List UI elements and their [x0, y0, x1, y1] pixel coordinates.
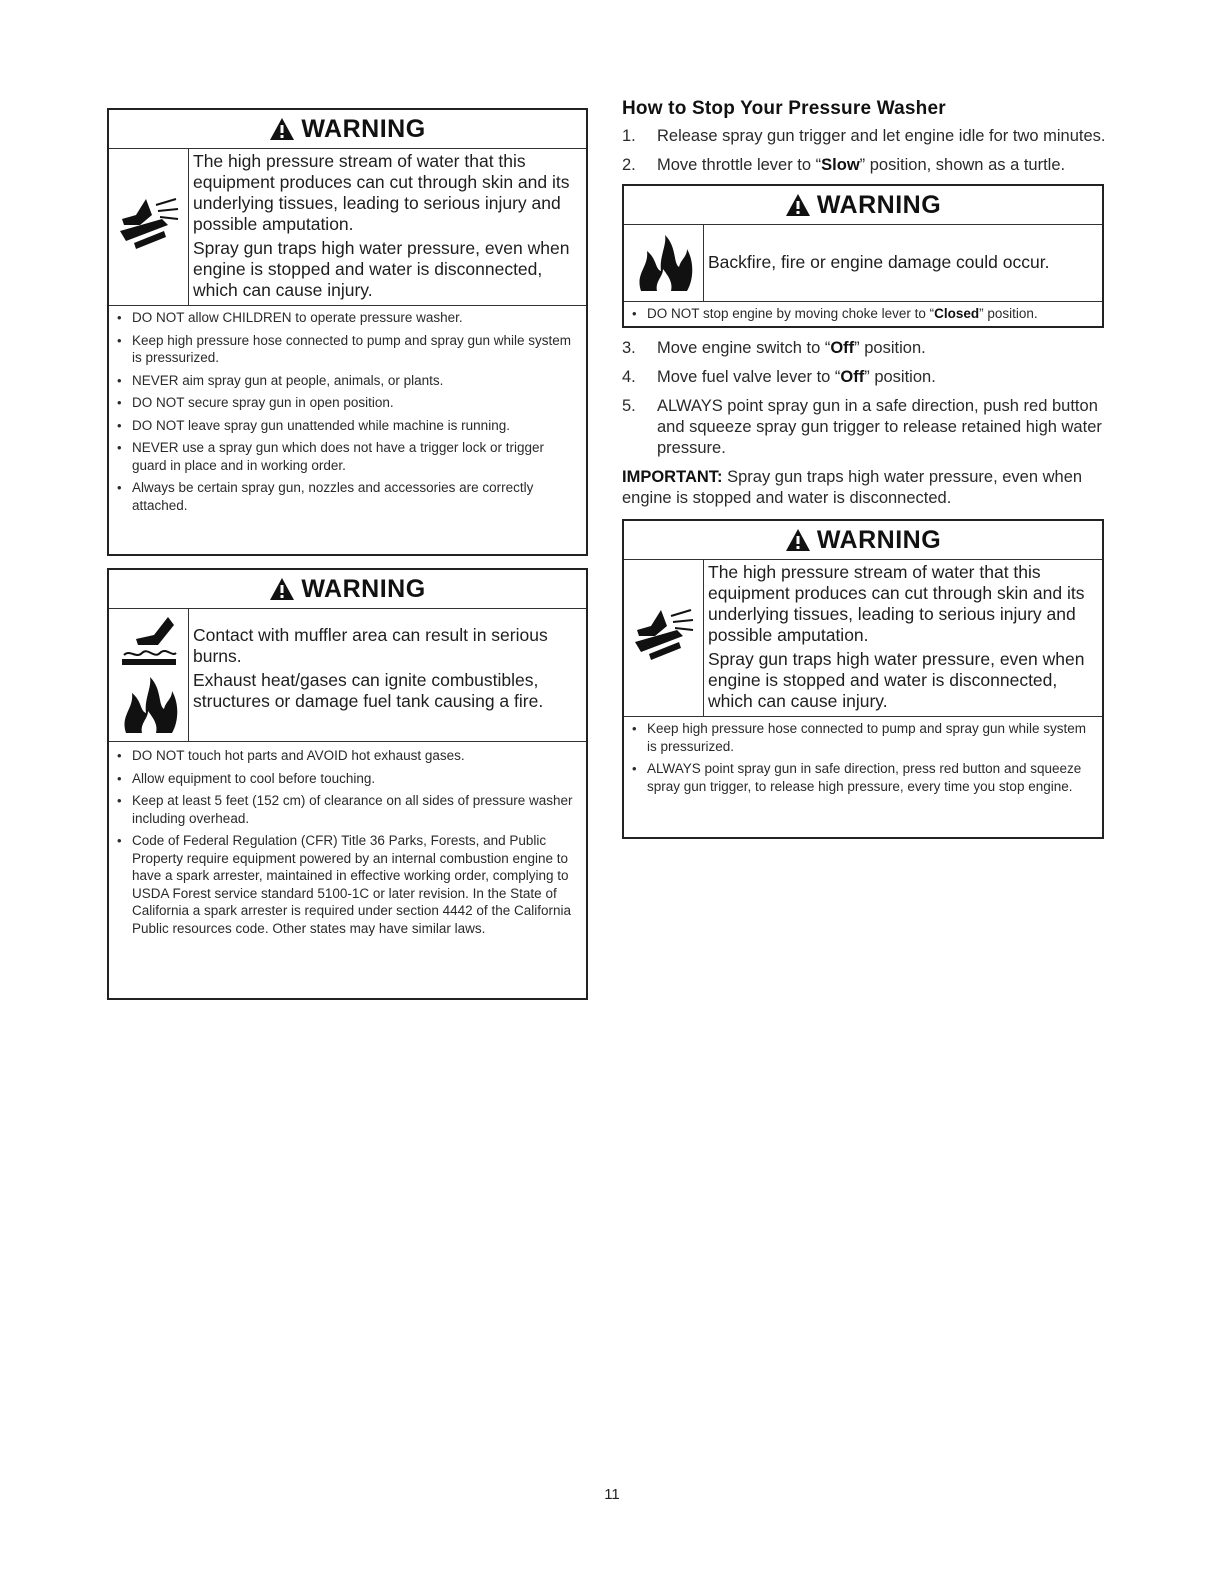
- spray-injection-hand-icon: [631, 606, 697, 670]
- hazard-icon-cell: [109, 149, 189, 305]
- steps-list: [622, 126, 1107, 176]
- list-item: • Allow equipment to cool before touching.: [115, 770, 578, 788]
- hazard-text: [704, 225, 1102, 301]
- important-note: [622, 467, 1107, 509]
- safety-bullet-list: [109, 306, 586, 520]
- warning-label: WARNING: [816, 190, 942, 219]
- list-item: • NEVER aim spray gun at people, animals, or plants.: [115, 372, 578, 390]
- list-item: [622, 367, 1107, 388]
- step-number: 2.: [622, 156, 636, 174]
- list-item: [630, 305, 1094, 323]
- warning-triangle-icon: [785, 193, 811, 217]
- list-item: [622, 396, 1107, 459]
- list-item: • Keep high pressure hose connected to pump and spray gun while system is pressurized.: [630, 720, 1094, 755]
- list-item: • DO NOT touch hot parts and AVOID hot exhaust gases.: [115, 747, 578, 765]
- safety-bullet-list: [624, 302, 1102, 329]
- step-number: 5.: [622, 397, 636, 415]
- section-title: How to Stop Your Pressure Washer: [622, 98, 946, 119]
- page-number: 11: [604, 1486, 620, 1503]
- warning-box-hot-muffler: [107, 568, 588, 1000]
- safety-bullet-list: [624, 717, 1102, 801]
- list-item: [622, 155, 1107, 176]
- step-emphasis: Slow: [821, 156, 860, 174]
- hazard-text: [189, 609, 586, 741]
- steps-list: [622, 338, 1107, 459]
- step-text: ” position, shown as a turtle.: [859, 156, 1066, 174]
- step-text: Release spray gun trigger and let engine idle for two minutes.: [657, 127, 1106, 145]
- warning-header: [109, 110, 586, 149]
- important-text: Spray gun traps high water pressure, even when engine is stopped and water is disconnected.: [622, 468, 1083, 507]
- hazard-paragraph: Spray gun traps high water pressure, even when engine is stopped and water is disconnected, which can cause injury.: [193, 238, 570, 300]
- list-item: • Always be certain spray gun, nozzles and accessories are correctly attached.: [115, 479, 578, 514]
- bullet-emphasis: Closed: [934, 306, 980, 321]
- list-item: • NEVER use a spray gun which does not have a trigger lock or trigger guard in place and in working order.: [115, 439, 578, 474]
- list-item: [622, 338, 1107, 359]
- step-emphasis: Off: [840, 368, 865, 386]
- left-column: [107, 108, 588, 1000]
- bullet-text: DO NOT stop engine by moving choke lever to “: [647, 306, 935, 321]
- step-emphasis: Off: [830, 339, 855, 357]
- list-item: • DO NOT allow CHILDREN to operate pressure washer.: [115, 309, 578, 327]
- hazard-text: [189, 149, 586, 305]
- right-column: [622, 98, 1107, 839]
- list-item: • Keep high pressure hose connected to pump and spray gun while system is pressurized.: [115, 332, 578, 367]
- list-item: • Keep at least 5 feet (152 cm) of clearance on all sides of pressure washer including overhead.: [115, 792, 578, 827]
- hazard-paragraph: Spray gun traps high water pressure, even when engine is stopped and water is disconnected, which can cause injury.: [708, 649, 1085, 711]
- fire-icon: [118, 675, 180, 735]
- warning-label: WARNING: [301, 114, 426, 143]
- warning-label: WARNING: [301, 574, 426, 603]
- spray-injection-hand-icon: [116, 195, 182, 259]
- step-number: 3.: [622, 339, 636, 357]
- step-number: 1.: [622, 127, 636, 145]
- step-text: ALWAYS point spray gun in a safe direction, push red button and squeeze spray gun trigger to release retained high water pressure.: [657, 397, 1102, 457]
- step-text: Move throttle lever to “: [657, 156, 822, 174]
- warning-header: [624, 186, 1102, 225]
- fire-icon: [633, 233, 695, 293]
- list-item: [622, 126, 1107, 147]
- hazard-text: [704, 560, 1102, 716]
- step-text: ” position.: [854, 339, 926, 357]
- warning-triangle-icon: [269, 117, 295, 141]
- warning-triangle-icon: [785, 528, 811, 552]
- hazard-paragraph: Contact with muffler area can result in serious burns.: [193, 625, 548, 666]
- hazard-paragraph: Backfire, fire or engine damage could occur.: [708, 251, 1050, 272]
- warning-header: [624, 521, 1102, 560]
- hazard-paragraph: The high pressure stream of water that this equipment produces can cut through skin and its underlying tissues, leading to serious injury and possible amputation.: [708, 562, 1085, 645]
- list-item: • DO NOT leave spray gun unattended while machine is running.: [115, 417, 578, 435]
- warning-box-spray-injection-2: [622, 519, 1104, 839]
- important-label: IMPORTANT:: [622, 468, 723, 486]
- step-number: 4.: [622, 368, 636, 386]
- step-text: Move engine switch to “: [657, 339, 831, 357]
- warning-box-backfire: [622, 184, 1104, 328]
- hazard-icon-cell: [624, 560, 704, 716]
- hazard-row: [109, 149, 586, 306]
- bullet-text: ” position.: [979, 306, 1038, 321]
- hazard-row: [624, 560, 1102, 717]
- hazard-icon-cell: [109, 609, 189, 741]
- warning-header: [109, 570, 586, 609]
- hazard-row: [624, 225, 1102, 302]
- warning-label: WARNING: [816, 525, 942, 554]
- step-text: Move fuel valve lever to “: [657, 368, 841, 386]
- step-text: ” position.: [864, 368, 936, 386]
- hazard-paragraph: The high pressure stream of water that this equipment produces can cut through skin and its underlying tissues, leading to serious injury and possible amputation.: [193, 151, 570, 234]
- hazard-paragraph: Exhaust heat/gases can ignite combustibles, structures or damage fuel tank causing a fire.: [193, 670, 544, 711]
- hazard-row: [109, 609, 586, 742]
- list-item: • DO NOT secure spray gun in open position.: [115, 394, 578, 412]
- list-item: • ALWAYS point spray gun in safe direction, press red button and squeeze spray gun trigger, to release high pressure, every time you stop engine.: [630, 760, 1094, 795]
- warning-box-spray-injection: [107, 108, 588, 556]
- hot-surface-hand-icon: [118, 615, 180, 669]
- list-item: • Code of Federal Regulation (CFR) Title 36 Parks, Forests, and Public Property require equipment powered by an internal combustion engine to have a spark arrester, maintained in effective working order, complying to USDA Forest service standard 5100-1C or later revision. In the State of California a spark arrester is required under section 4442 of the California Public resources code. Other states may have similar laws.: [115, 832, 578, 937]
- hazard-icon-cell: [624, 225, 704, 301]
- warning-triangle-icon: [269, 577, 295, 601]
- safety-bullet-list: [109, 742, 586, 943]
